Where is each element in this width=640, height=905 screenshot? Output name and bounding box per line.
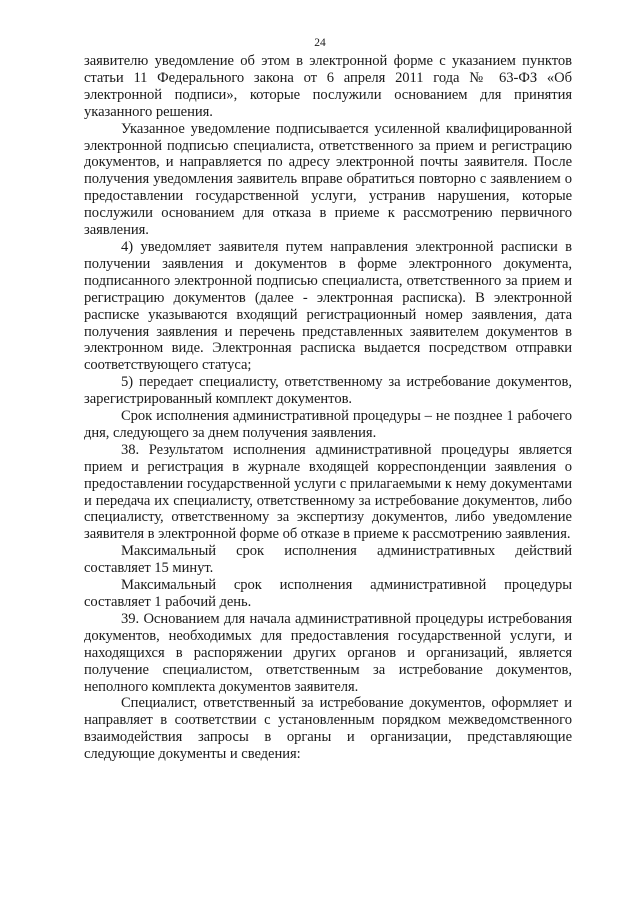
paragraph-4: 5) передает специалисту, ответственному за истребование документов, зарегистрированный комплект документов. [84,374,572,408]
paragraph-1: заявителю уведомление об этом в электронной форме с указанием пунктов статьи 11 Федерального закона от 6 апреля 2011 года № 63-ФЗ «Об электронной подписи», которые послужили основанием для принятия указанного решения. [84,53,572,120]
paragraph-8: Максимальный срок исполнения административной процедуры составляет 1 рабочий день. [84,577,572,610]
paragraph-3: 4) уведомляет заявителя путем направления электронной расписки в получении заявления и документов в форме электронного документа, подписанного электронной подписью специалиста, ответственного за прием и регистрацию документов (далее - электронная расписка). В электронной расписке указываются входящий регистрационный номер заявления, дата получения заявления и перечень представленных заявителем документов в электронном виде. Электронная расписка выдается посредством отправки соответствующего статуса; [84,238,572,374]
paragraph-9: 39. Основанием для начала административной процедуры истребования документов, необходимых для предоставления государственной услуги, и находящихся в распоряжении других органов и организаций, является получение специалистом, ответственным за истребование документов, неполного комплекта документов заявителя. [84,610,572,695]
paragraph-10: Специалист, ответственный за истребование документов, оформляет и направляет в соответствии с установленным порядком межведомственного взаимодействия запросы в органы и организации, представляющие следующие документы и сведения: [84,695,572,763]
document-body [84,53,572,763]
paragraph-5: Срок исполнения административной процедуры – не позднее 1 рабочего дня, следующего за днем получения заявления. [84,408,572,441]
paragraph-6: 38. Результатом исполнения административной процедуры является прием и регистрация в журнале входящей корреспонденции заявления о предоставлении государственной услуги с прилагаемыми к нему документами и передача их специалисту, ответственному за истребование документов, либо специалисту, ответственному за экспертизу документов, либо уведомление заявителя в электронной форме об отказе в приеме к рассмотрению заявления. [84,441,572,543]
paragraph-7: Максимальный срок исполнения административных действий составляет 15 минут. [84,543,572,577]
paragraph-2: Указанное уведомление подписывается усиленной квалифицированной электронной подписью специалиста, ответственного за прием и регистрацию документов, и направляется по адресу электронной почты заявителя. После получения уведомления заявитель вправе обратиться повторно с заявлением о предоставлении государственной услуги, устранив нарушения, которые послужили основанием для отказа в приеме к рассмотрению первичного заявления. [84,120,572,239]
page-number: 24 [314,37,326,49]
